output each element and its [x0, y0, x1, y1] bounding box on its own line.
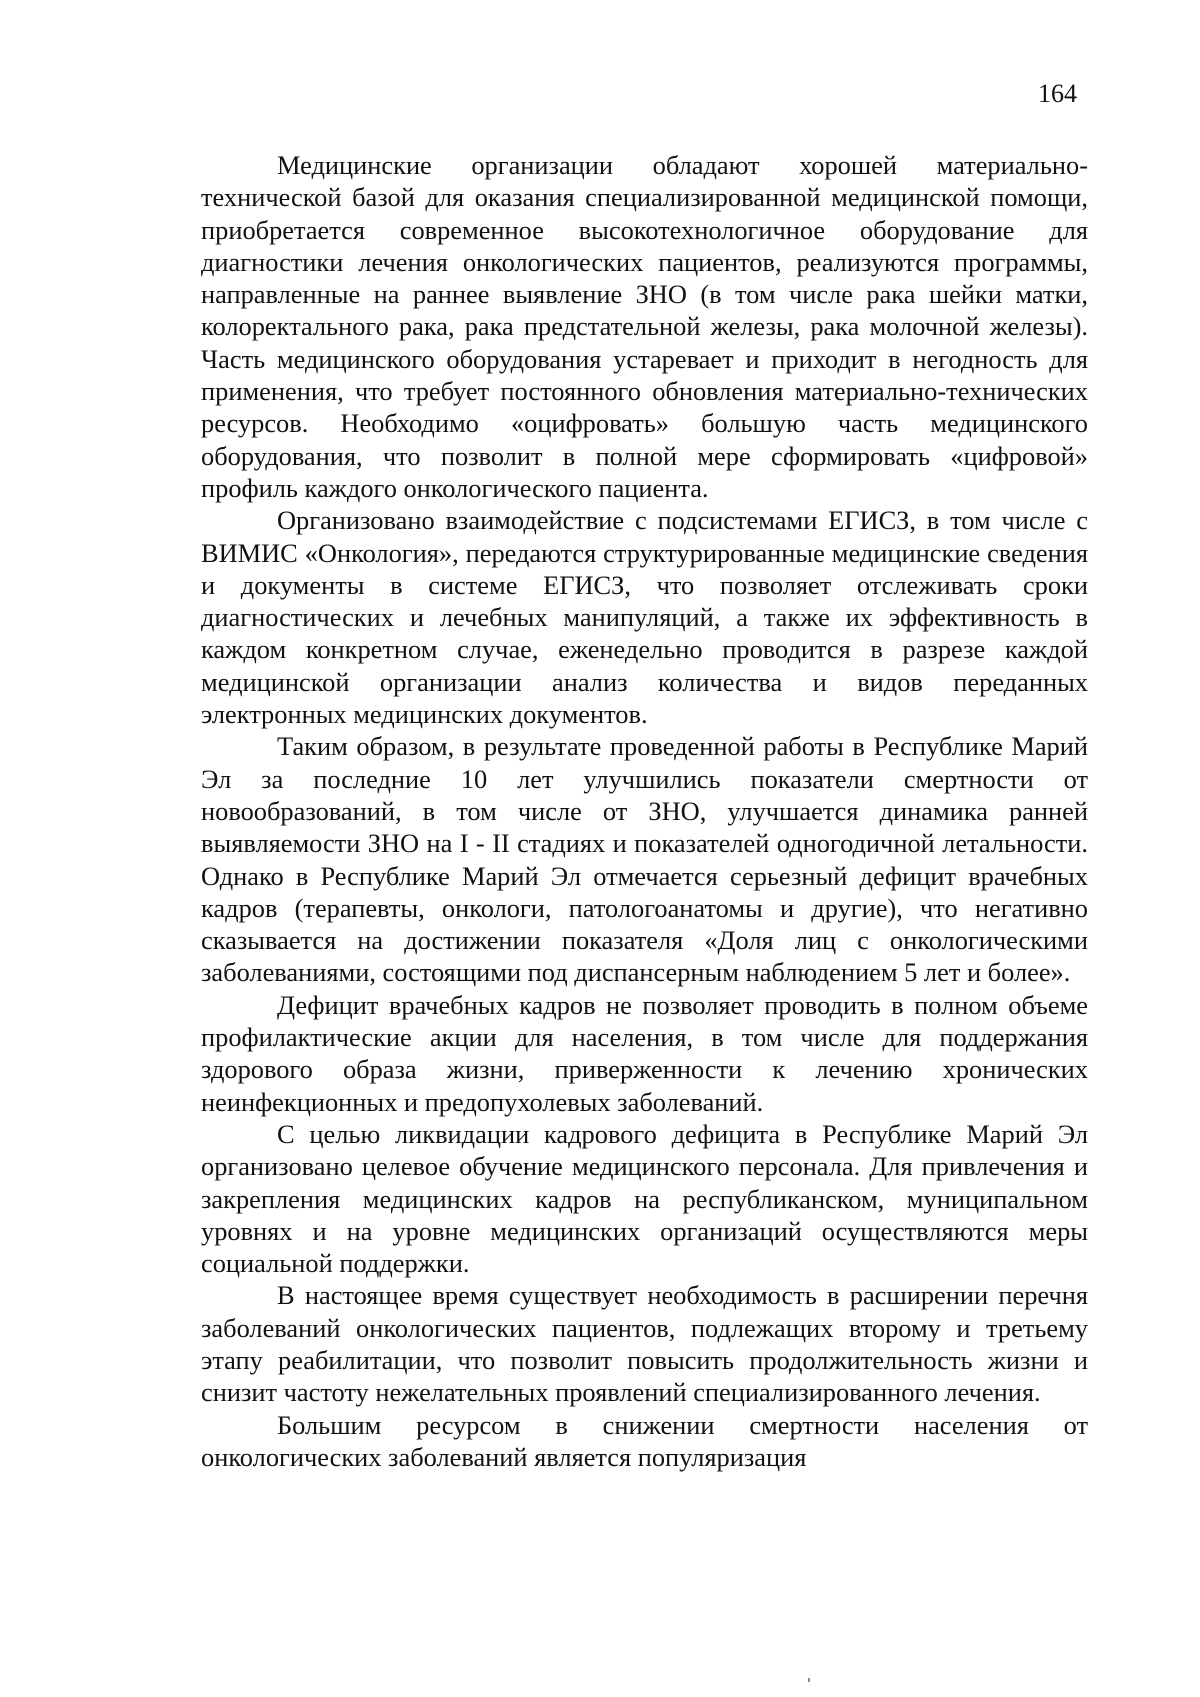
- paragraph-equipment: Медицинские организации обладают хорошей материально-технической базой для оказания специализированной медицинской помощи, приобретается современное высокотехнологичное оборудование для диагностики лечения онкологических пациентов, реализуются программы, направленные на раннее выявление ЗНО (в том числе рака шейки матки, колоректального рака, рака предстательной железы, рака молочной железы). Часть медицинского оборудования устаревает и приходит в негодность для применения, что требует постоянного обновления материально-технических ресурсов. Необходимо «оцифровать» большую часть медицинского оборудования, что позволит в полной мере сформировать «цифровой» профиль каждого онкологического пациента.: [201, 150, 1088, 503]
- paragraph-results: Таким образом, в результате проведенной работы в Республике Марий Эл за последние 10 лет улучшились показатели смертности от новообразований, в том числе от ЗНО, улучшается динамика ранней выявляемости ЗНО на I - II стадиях и показателей одногодичной летальности. Однако в Республике Марий Эл отмечается серьезный дефицит врачебных кадров (терапевты, онкологи, патологоанатомы и другие), что негативно сказывается на достижении показателя «Доля лиц с онкологическими заболеваниями, состоящими под диспансерным наблюдением 5 лет и более».: [201, 731, 1088, 988]
- paragraph-egisz: Организовано взаимодействие с подсистемами ЕГИСЗ, в том числе с ВИМИС «Онкология», передаются структурированные медицинские сведения и документы в системе ЕГИСЗ, что позволяет отслеживать сроки диагностических и лечебных манипуляций, а также их эффективность в каждом конкретном случае, еженедельно проводится в разрезе каждой медицинской организации анализ количества и видов переданных электронных медицинских документов.: [201, 505, 1088, 730]
- body-text: [201, 149, 1088, 1473]
- paragraph-popularization: Большим ресурсом в снижении смертности населения от онкологических заболеваний является популяризация: [201, 1409, 1088, 1472]
- paragraph-rehabilitation: В настоящее время существует необходимость в расширении перечня заболеваний онкологических пациентов, подлежащих второму и третьему этапу реабилитации, что позволит повысить продолжительность жизни и снизит частоту нежелательных проявлений специализированного лечения.: [201, 1280, 1088, 1408]
- page-number: 164: [1038, 79, 1077, 108]
- paragraph-staff-deficit: Дефицит врачебных кадров не позволяет проводить в полном объеме профилактические акции для населения, в том числе для поддержания здорового образа жизни, приверженности к лечению хронических неинфекционных и предопухолевых заболеваний.: [201, 989, 1088, 1117]
- paragraph-training: С целью ликвидации кадрового дефицита в Республике Марий Эл организовано целевое обучение медицинского персонала. Для привлечения и закрепления медицинских кадров на республиканском, муниципальном уровнях и на уровне медицинских организаций осуществляются меры социальной поддержки.: [201, 1118, 1088, 1279]
- scan-speck: [808, 1678, 810, 1682]
